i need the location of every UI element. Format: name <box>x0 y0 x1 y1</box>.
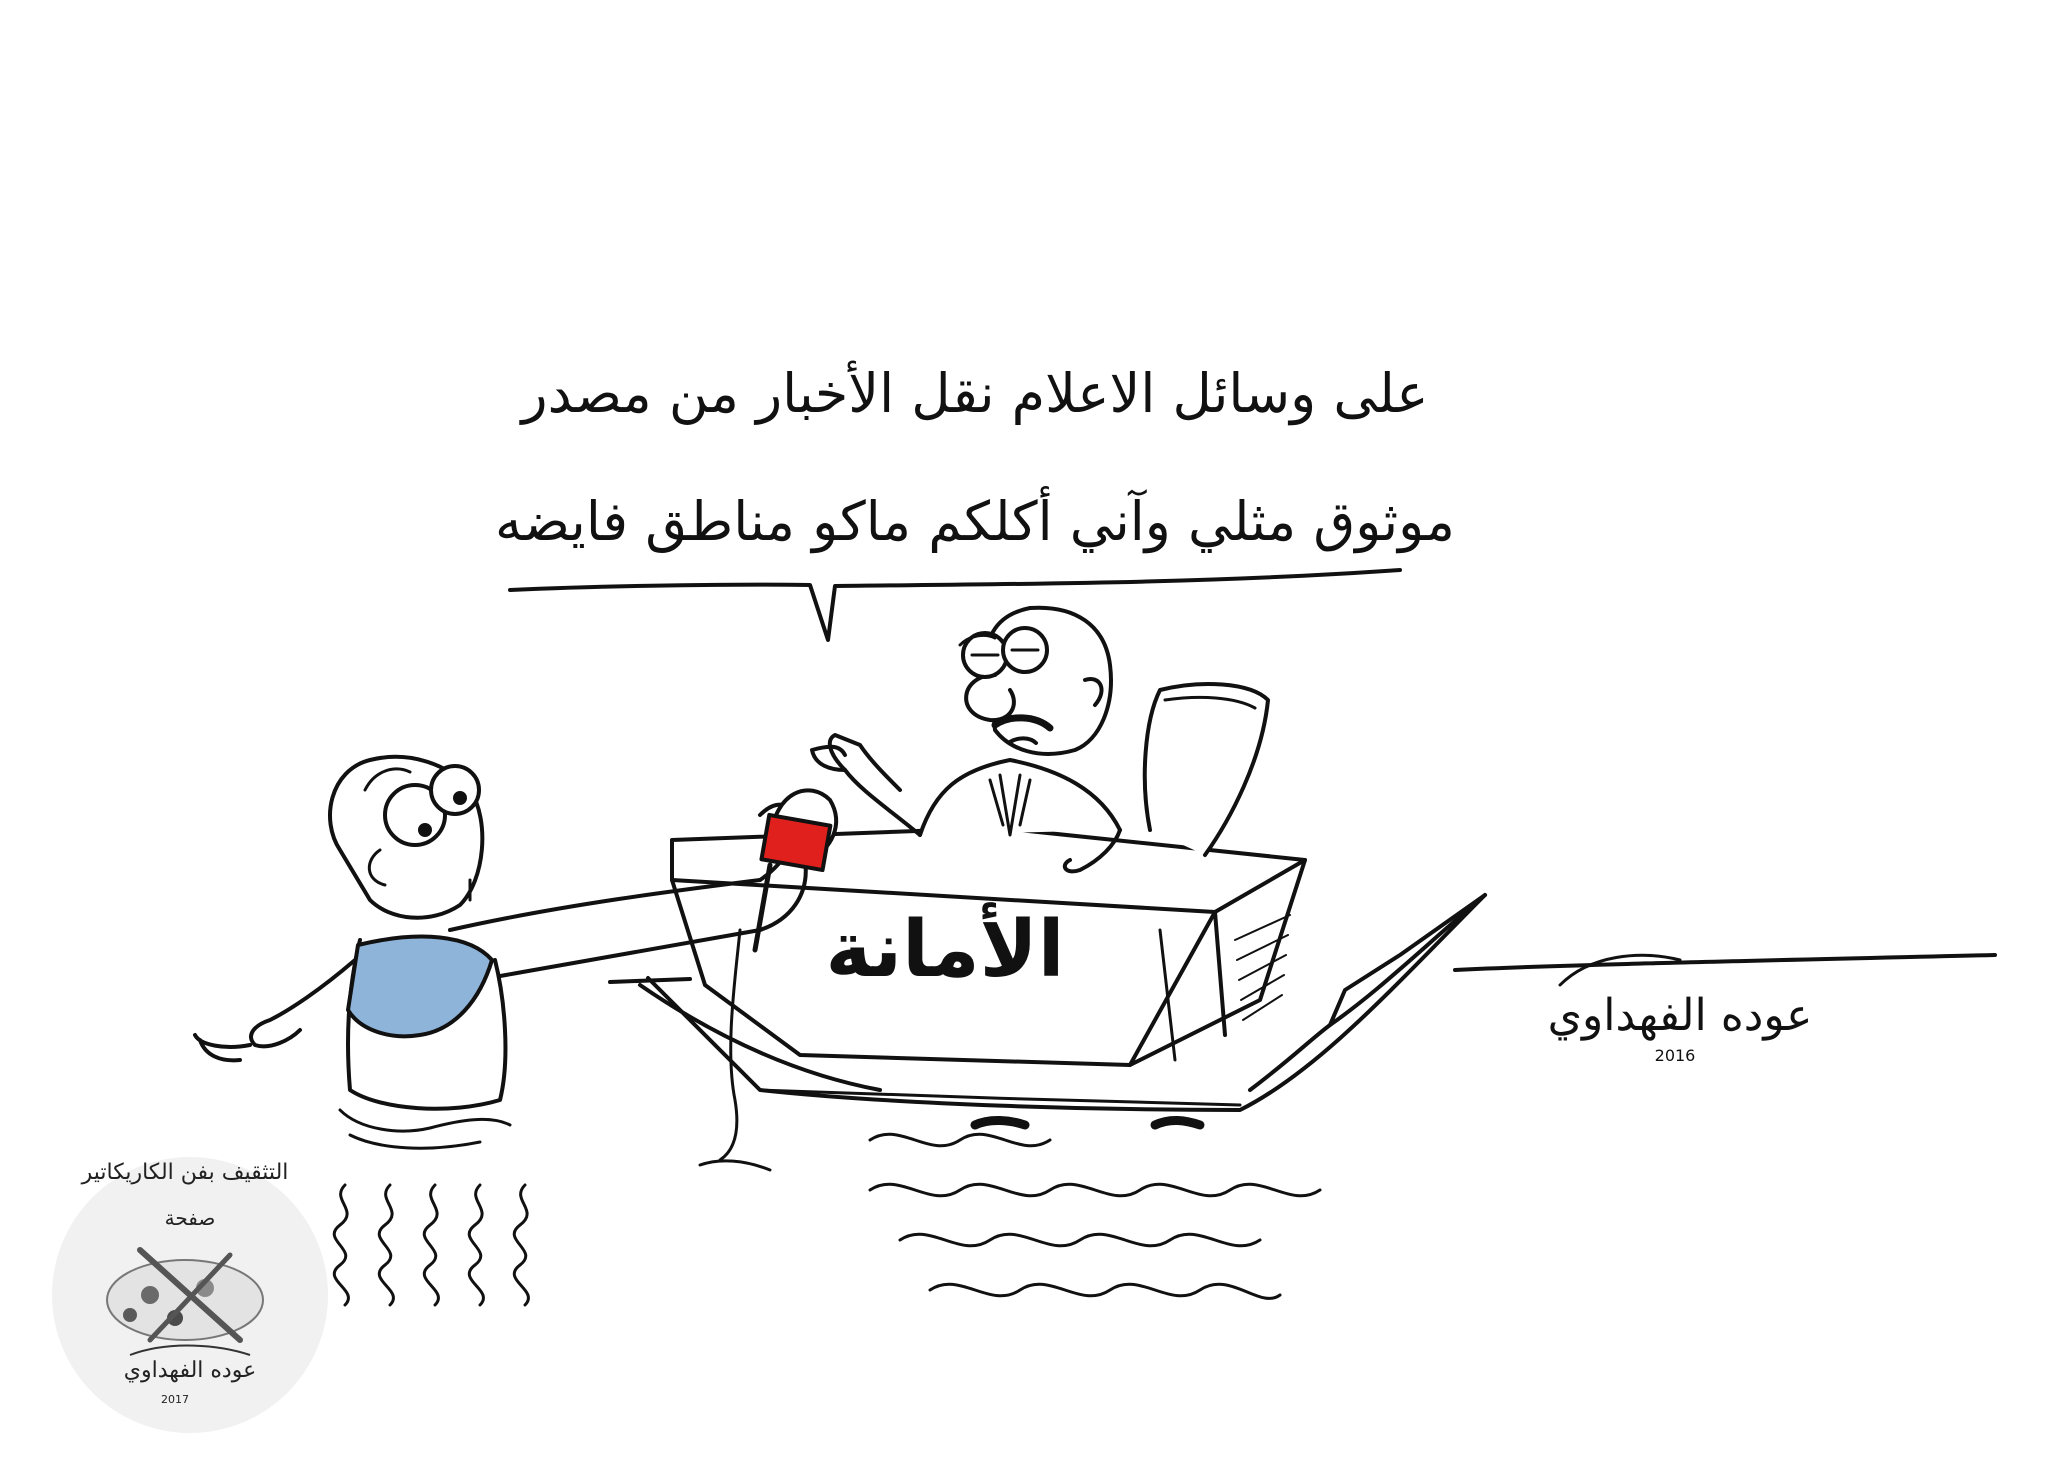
speech-bubble-text <box>470 330 1480 586</box>
speech-line-2: موثوق مثلي وآني أكلكم ماكو مناطق فايضه <box>495 490 1455 553</box>
water-waves-right <box>870 1134 1320 1298</box>
artist-signature: عوده الفهداوي <box>1547 990 1813 1041</box>
horizon-line-right <box>1455 955 1995 970</box>
watermark-logo <box>52 1157 328 1433</box>
reporter-figure <box>195 757 510 1148</box>
speech-line-1: على وسائل الاعلام نقل الأخبار من مصدر <box>521 362 1429 425</box>
signature-year: 2016 <box>1654 1046 1696 1065</box>
watermark-title: التثقيف بفن الكاريكاتير <box>81 1160 289 1185</box>
watermark-subtitle: صفحة <box>164 1206 216 1230</box>
water-waves-left <box>334 1185 528 1305</box>
chair <box>1145 684 1268 855</box>
watermark-signature: عوده الفهداوي <box>123 1358 257 1383</box>
desk-label: الأمانة <box>825 905 1065 995</box>
watermark-year: 2017 <box>161 1393 189 1406</box>
signature-flourish <box>1560 955 1680 985</box>
